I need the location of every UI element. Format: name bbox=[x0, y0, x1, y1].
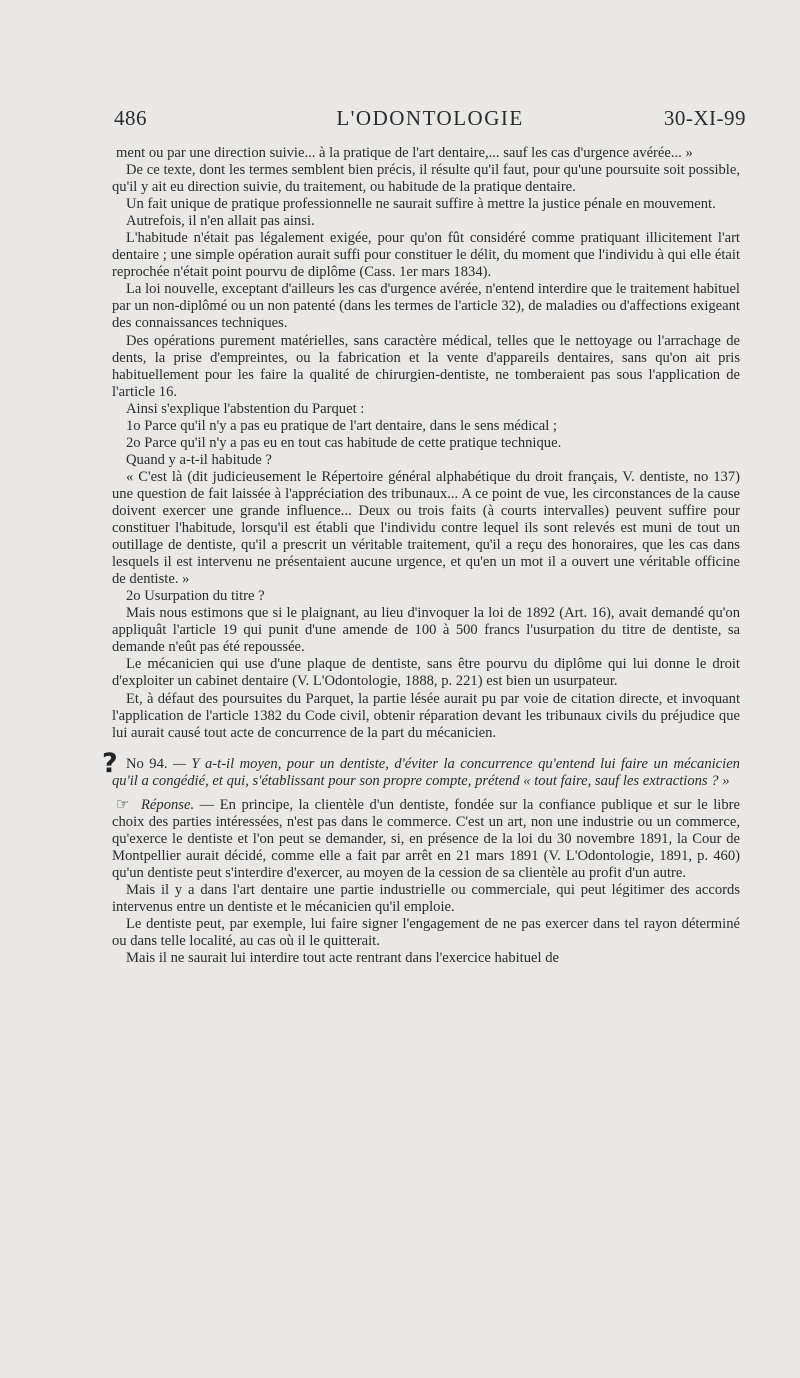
paragraph: Le mécanicien qui use d'une plaque de dentiste, sans être pourvu du diplôme qui lui donne le droit d'exploiter un cabinet dentaire (V. L'Odontologie, 1888, p. 221) est bien un usurpateur. bbox=[112, 656, 740, 690]
running-header bbox=[114, 100, 746, 134]
question-mark-icon: ? bbox=[102, 747, 118, 779]
paragraph: De ce texte, dont les termes semblent bien précis, il résulte qu'il faut, pour qu'une poursuite soit possible, qu'il y ait eu direction suivie, du traitement, ou habitude de la pratique dentaire. bbox=[112, 162, 740, 196]
paragraph: Et, à défaut des poursuites du Parquet, la partie lésée aurait pu par voie de citation directe, et invoquant l'application de l'article 1382 du Code civil, obtenir réparation devant les tribunaux civils du préjudice que lui aurait causé tout acte de concurrence de la part du mécanicien. bbox=[112, 690, 740, 741]
article-body bbox=[102, 145, 741, 967]
page-number: 486 bbox=[114, 106, 147, 130]
paragraph: Ainsi s'explique l'abstention du Parquet : bbox=[126, 400, 365, 417]
paragraph: Des opérations purement matérielles, sans caractère médical, telles que le nettoyage ou l'arrachage de dents, la prise d'empreintes, ou la fabrication et la vente d'appareils dentaires, sans qu'on ait pris habituellement pour les faire la qualité de chirurgien-dentiste, ne tomberaient pas sous l'application de l'article 16. bbox=[112, 332, 740, 400]
question-number: No 94. bbox=[126, 755, 168, 772]
paragraph: Le dentiste peut, par exemple, lui faire signer l'engagement de ne pas exercer dans tel rayon déterminé ou dans telle localité, au cas où il le quitterait. bbox=[112, 916, 740, 950]
paragraph: Mais nous estimons que si le plaignant, au lieu d'invoquer la loi de 1892 (Art. 16), avait demandé qu'on appliquât l'article 19 qui punit d'une amende de 100 à 500 francs l'usurpation du titre de dentiste, sa demande n'eût pas été repoussée. bbox=[112, 605, 740, 656]
paragraph: Autrefois, il n'en allait pas ainsi. bbox=[126, 213, 315, 230]
paragraph: ment ou par une direction suivie... à la pratique de l'art dentaire,... sauf les cas d'urgence avérée... » bbox=[116, 145, 693, 161]
response-label: Réponse. bbox=[141, 796, 195, 813]
paragraph: La loi nouvelle, exceptant d'ailleurs les cas d'urgence avérée, n'entend interdire que le traitement habituel par un non-diplômé ou un non patenté (dans les termes de l'article 32), de maladies ou d'affections exigeant des connaissances techniques. bbox=[112, 281, 740, 332]
paragraph: L'habitude n'était pas légalement exigée, pour qu'on fût considéré comme pratiquant illicitement l'art dentaire ; une simple opération aurait suffi pour constituer le délit, du moment que l'individu à qui elle était reprochée n'était point pourvu de diplôme (Cass. 1er mars 1834). bbox=[112, 230, 740, 281]
paragraph: Un fait unique de pratique professionnelle ne saurait suffire à mettre la justice pénale en mouvement. bbox=[126, 196, 716, 213]
paragraph: 2o Parce qu'il n'y a pas eu en tout cas habitude de cette pratique technique. bbox=[126, 434, 562, 451]
response-block bbox=[112, 796, 740, 882]
question-block bbox=[102, 747, 740, 790]
paragraph: « C'est là (dit judicieusement le Répertoire général alphabétique du droit français, V. dentiste, no 137) une question de fait laissée à l'appréciation des tribunaux... A ce point de vue, les circonstances de la cause doivent exercer une grande influence... Deux ou trois faits (à courts intervalles) peuvent suffire pour constituer l'habitude, lorsqu'il est établi que l'individu contre lequel ils sont relevés est muni de tout un outillage de dentiste, qu'il a prescrit un véritable traitement, qu'il a reçu des honoraires, que les cas dans lesquels il est intervenu ne présentaient aucune urgence, et qu'en un mot il a ouvert une véritable officine de dentiste. » bbox=[112, 468, 740, 588]
pointing-hand-icon: ☞ bbox=[116, 794, 130, 813]
response-text: — En principe, la clientèle d'un dentiste, fondée sur la confiance publique et sur le libre choix des parties intéressées, n'est pas dans le commerce. C'est un art, non une industrie ou un commerce, qu'exerce le dentiste et l'on peut se demander, si, en présence de la loi du 30 novembre 1891, la Cour de Montpellier aurait décidé, comme elle a fait par arrêt en 21 mars 1891 (V. L'Odontologie, 1891, p. 460) qu'un dentiste peut s'interdire d'exercer, au moyen de la cession de sa clientèle au profit d'un autre. bbox=[112, 796, 741, 881]
paragraph: 1o Parce qu'il n'y a pas eu pratique de l'art dentaire, dans le sens médical ; bbox=[126, 417, 557, 434]
paragraph: Mais il y a dans l'art dentaire une partie industrielle ou commerciale, qui peut légitimer des accords intervenus entre un dentiste et le mécanicien qu'il emploie. bbox=[112, 881, 740, 916]
question-text: — Y a-t-il moyen, pour un dentiste, d'éviter la concurrence qu'entend lui faire un mécanicien qu'il a congédié, et qui, s'établissant pour son propre compte, prétend « tout faire, sauf les extractions ? » bbox=[112, 755, 740, 789]
paragraph: Quand y a-t-il habitude ? bbox=[126, 451, 272, 468]
paragraph: 2o Usurpation du titre ? bbox=[126, 588, 265, 605]
journal-title: L'ODONTOLOGIE bbox=[336, 106, 524, 130]
issue-date: 30-XI-99 bbox=[663, 106, 746, 130]
paragraph: Mais il ne saurait lui interdire tout acte rentrant dans l'exercice habituel de bbox=[126, 950, 559, 967]
